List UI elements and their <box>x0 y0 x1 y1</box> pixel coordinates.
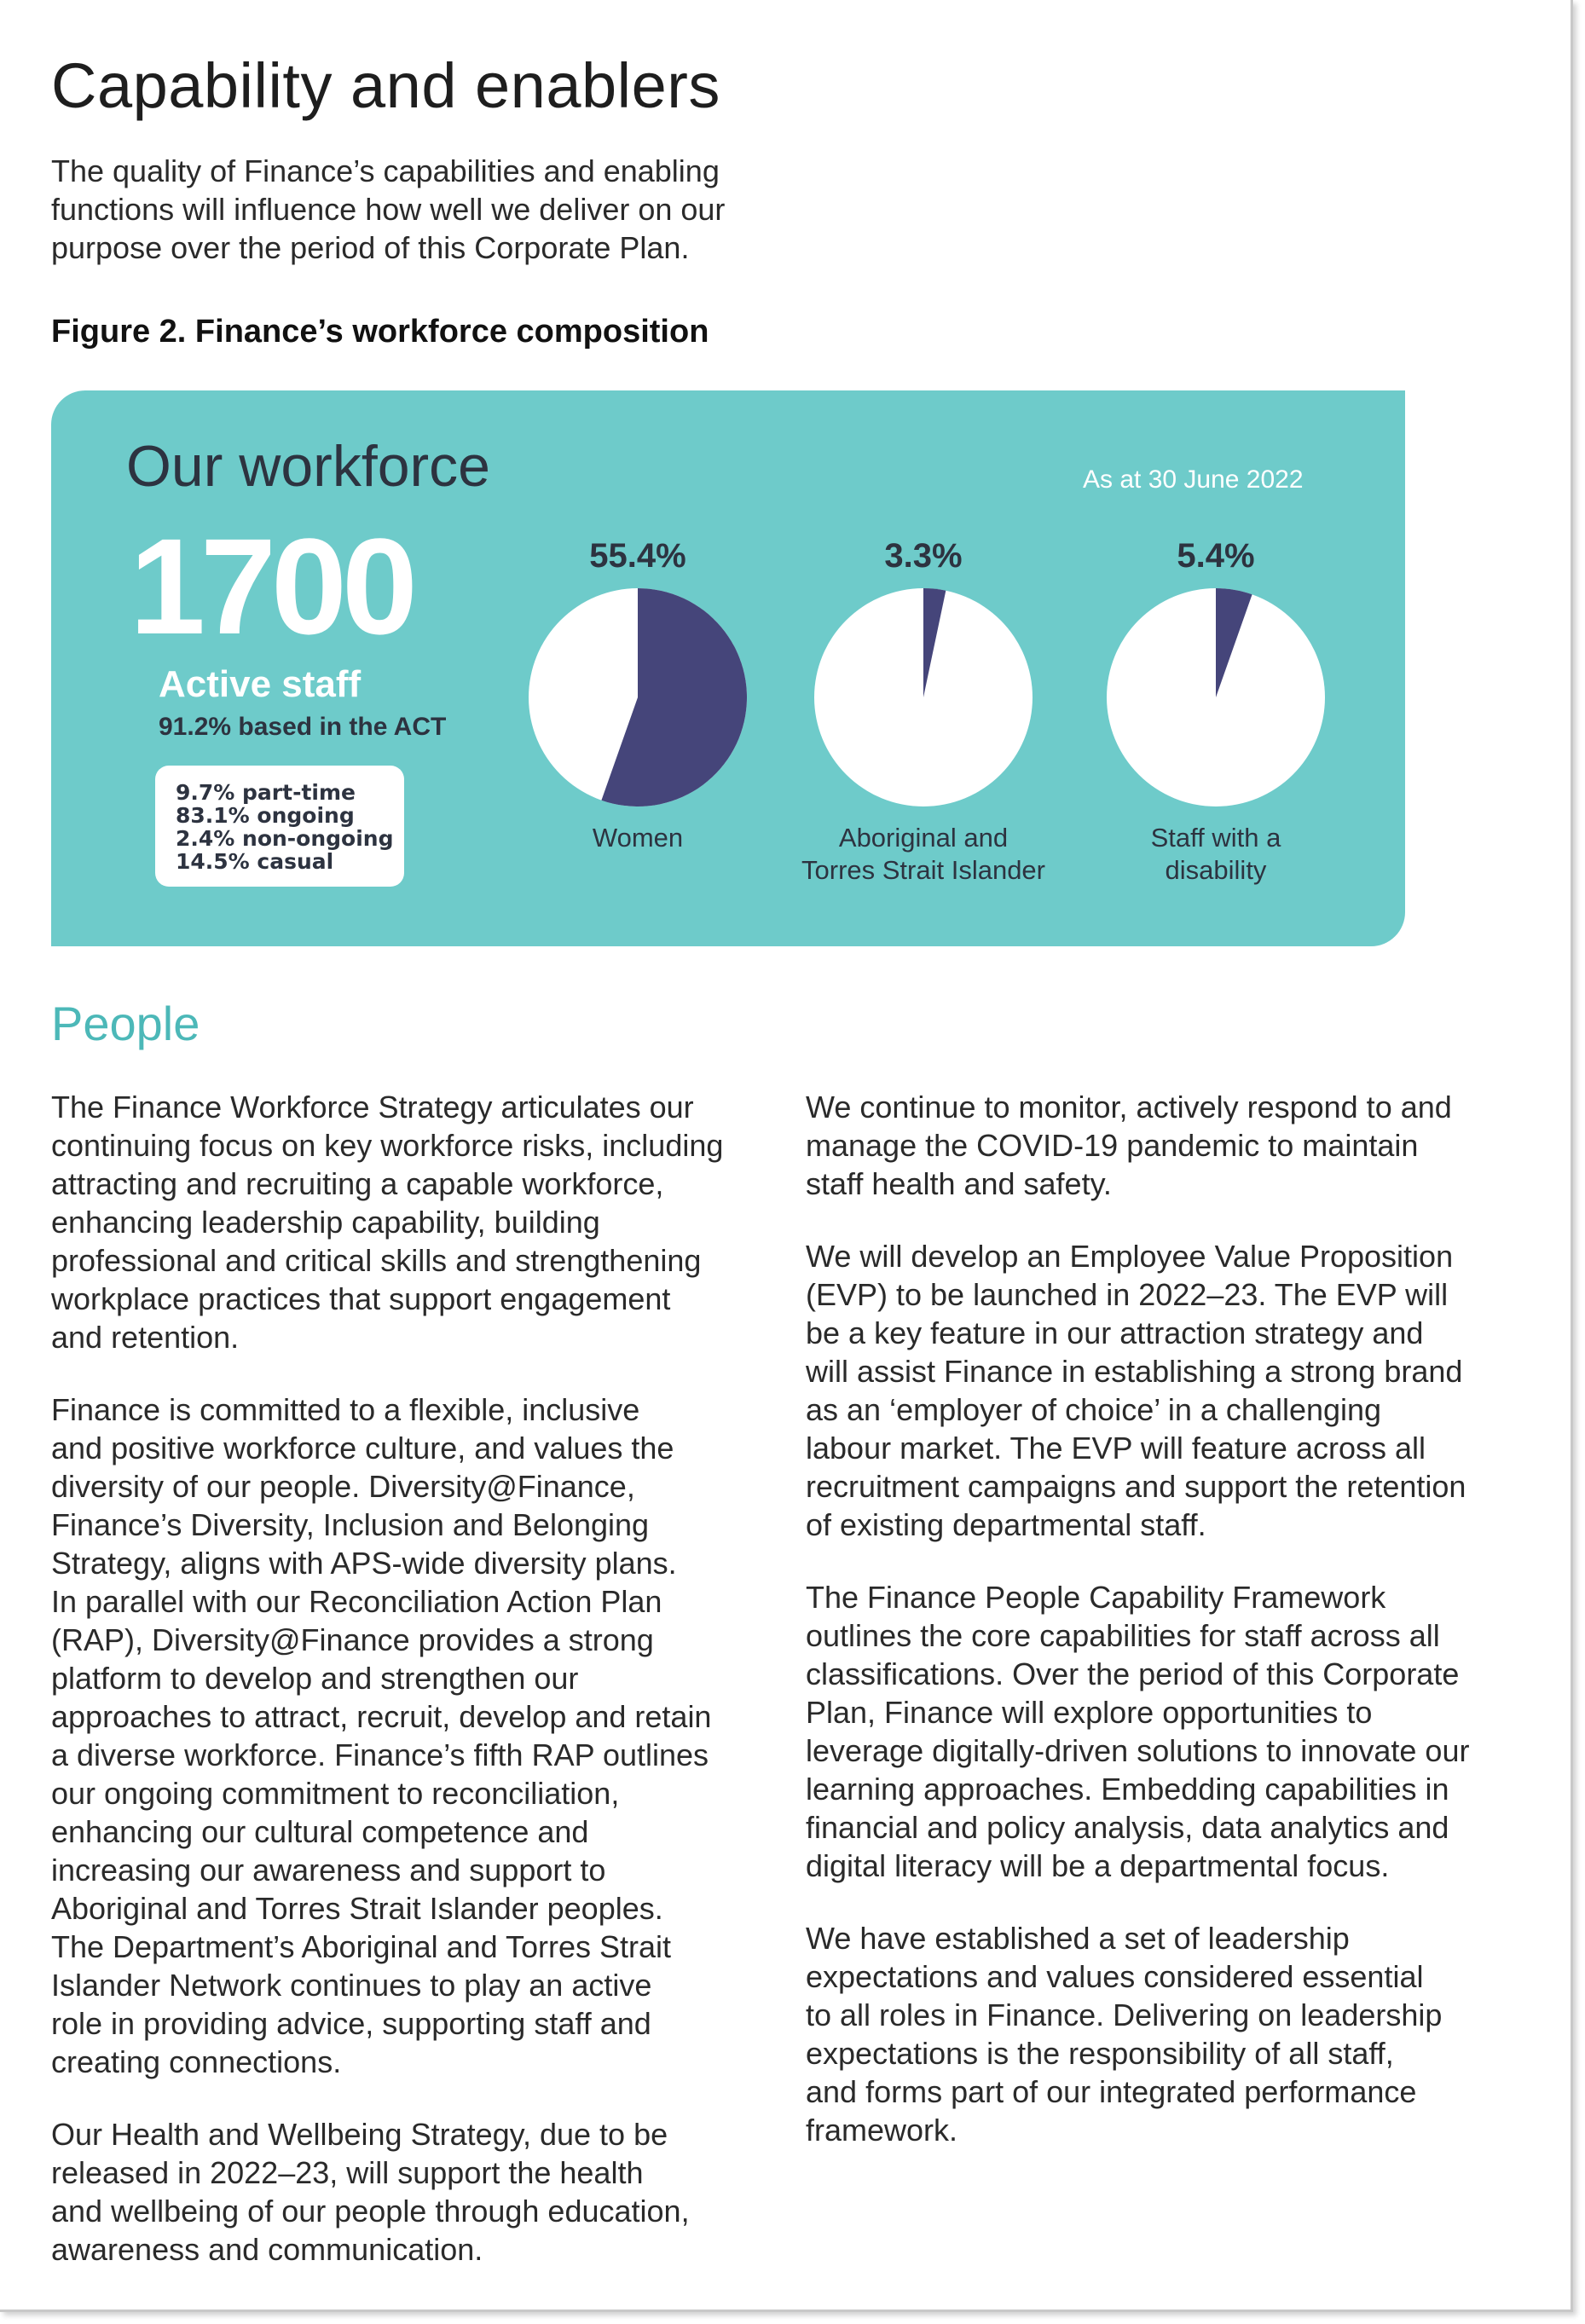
body-line: of existing departmental staff. <box>806 1507 1206 1542</box>
body-line: labour market. The EVP will feature across all <box>806 1431 1426 1466</box>
body-line: our ongoing commitment to reconciliation, <box>51 1776 620 1811</box>
body-line: digital literacy will be a departmental focus. <box>806 1848 1390 1883</box>
workforce-infographic <box>51 390 1405 946</box>
as-at-date: As at 30 June 2022 <box>1083 465 1304 494</box>
figure-caption: Figure 2. Finance’s workforce composition <box>51 314 709 350</box>
body-line: be a key feature in our attraction strategy and <box>806 1315 1424 1350</box>
body-line: staff health and safety. <box>806 1166 1112 1201</box>
body-line: and positive workforce culture, and values the <box>51 1431 674 1466</box>
stat-label-line: disability <box>1165 855 1267 885</box>
body-line: learning approaches. Embedding capabilities in <box>806 1772 1449 1807</box>
stat-label-line: Women <box>592 823 684 853</box>
body-line: We will develop an Employee Value Proposition <box>806 1239 1454 1274</box>
pie-chart-women <box>527 587 749 808</box>
body-line: recruitment campaigns and support the retention <box>806 1469 1466 1504</box>
body-line: approaches to attract, recruit, develop and retain <box>51 1699 712 1734</box>
body-line: The Finance People Capability Framework <box>806 1580 1386 1615</box>
body-line: expectations is the responsibility of all staff, <box>806 2036 1394 2071</box>
body-line: In parallel with our Reconciliation Action Plan <box>51 1584 662 1619</box>
body-line: leverage digitally-driven solutions to innovate our <box>806 1733 1470 1768</box>
body-paragraph <box>806 1237 1513 1544</box>
active-staff-label: Active staff <box>159 663 362 705</box>
people-column-left <box>51 1088 759 2303</box>
body-line: attracting and recruiting a capable workforce, <box>51 1166 664 1201</box>
body-line: Islander Network continues to play an active <box>51 1968 652 2003</box>
body-line: Plan, Finance will explore opportunities to <box>806 1695 1373 1730</box>
stat-percentage: 5.4% <box>1177 537 1255 575</box>
stat-label <box>510 822 766 854</box>
employment-breakdown-box <box>155 766 404 887</box>
stat-label <box>1088 822 1344 887</box>
stat-label-line: Aboriginal and <box>838 823 1009 853</box>
body-line: Finance is committed to a flexible, inclusive <box>51 1392 640 1427</box>
page-title: Capability and enablers <box>51 50 720 121</box>
body-line: diversity of our people. Diversity@Finance, <box>51 1469 635 1504</box>
body-line: enhancing our cultural competence and <box>51 1814 589 1849</box>
stat-disability <box>1088 535 1344 887</box>
body-paragraph <box>806 1919 1513 2149</box>
body-line: (EVP) to be launched in 2022–23. The EVP will <box>806 1277 1449 1312</box>
body-paragraph <box>806 1088 1513 1203</box>
total-staff-number: 1700 <box>130 510 413 662</box>
intro-paragraph <box>51 152 793 267</box>
body-line: We continue to monitor, actively respond to and <box>806 1090 1452 1124</box>
body-line: enhancing leadership capability, building <box>51 1205 600 1240</box>
body-line: and retention. <box>51 1320 240 1355</box>
act-based-stat: 91.2% based in the ACT <box>159 713 447 741</box>
breakdown-casual: 14.5% casual <box>176 849 334 874</box>
body-line: platform to develop and strengthen our <box>51 1661 579 1696</box>
intro-line: The quality of Finance’s capabilities and enabling <box>51 153 720 188</box>
body-line: a diverse workforce. Finance’s fifth RAP outlines <box>51 1737 709 1772</box>
body-line: released in 2022–23, will support the health <box>51 2155 644 2190</box>
body-line: Aboriginal and Torres Strait Islander peoples. <box>51 1891 663 1926</box>
pie-chart-aboriginal-torres-strait-islander <box>813 587 1034 808</box>
body-line: creating connections. <box>51 2044 342 2079</box>
body-line: as an ‘employer of choice’ in a challenging <box>806 1392 1382 1427</box>
body-line: (RAP), Diversity@Finance provides a strong <box>51 1622 654 1657</box>
body-line: financial and policy analysis, data analytics and <box>806 1810 1449 1845</box>
stat-label <box>795 822 1051 887</box>
body-line: framework. <box>806 2113 958 2148</box>
body-line: role in providing advice, supporting staff and <box>51 2006 651 2041</box>
body-line: and forms part of our integrated performance <box>806 2074 1417 2109</box>
stat-percentage: 3.3% <box>884 537 963 575</box>
pie-chart-disability <box>1105 587 1327 808</box>
body-line: The Department’s Aboriginal and Torres Strait <box>51 1929 672 1964</box>
body-line: Finance’s Diversity, Inclusion and Belonging <box>51 1507 650 1542</box>
stat-label-line: Staff with a <box>1150 823 1281 853</box>
body-line: increasing our awareness and support to <box>51 1853 606 1888</box>
body-line: classifications. Over the period of this Corporate <box>806 1656 1460 1691</box>
breakdown-part-time: 9.7% part-time <box>176 780 356 805</box>
body-line: outlines the core capabilities for staff across all <box>806 1618 1440 1653</box>
body-line: to all roles in Finance. Delivering on leadership <box>806 1997 1443 2032</box>
body-paragraph <box>51 1390 759 2081</box>
body-paragraph <box>806 1578 1513 1885</box>
body-line: professional and critical skills and strengthening <box>51 1243 702 1278</box>
section-title-people: People <box>51 997 200 1050</box>
body-line: workplace practices that support engagement <box>51 1281 671 1316</box>
body-line: and wellbeing of our people through education, <box>51 2194 690 2229</box>
body-line: expectations and values considered essential <box>806 1959 1424 1994</box>
body-line: We have established a set of leadership <box>806 1921 1350 1956</box>
body-line: The Finance Workforce Strategy articulates our <box>51 1090 694 1124</box>
stat-aboriginal-torres-strait-islander <box>795 535 1051 887</box>
body-line: continuing focus on key workforce risks, including <box>51 1128 724 1163</box>
body-line: Strategy, aligns with APS-wide diversity plans. <box>51 1546 677 1581</box>
workforce-title: Our workforce <box>126 434 490 499</box>
body-paragraph <box>51 2115 759 2269</box>
breakdown-ongoing: 83.1% ongoing <box>176 803 355 828</box>
body-line: manage the COVID-19 pandemic to maintain <box>806 1128 1419 1163</box>
body-line: Our Health and Wellbeing Strategy, due to be <box>51 2117 668 2152</box>
intro-line: purpose over the period of this Corporate Plan. <box>51 230 690 265</box>
body-line: will assist Finance in establishing a strong brand <box>806 1354 1463 1389</box>
breakdown-non-ongoing: 2.4% non-ongoing <box>176 826 394 851</box>
stat-label-line: Torres Strait Islander <box>801 855 1045 885</box>
people-column-right <box>806 1088 1513 2183</box>
intro-line: functions will influence how well we deliver on our <box>51 192 726 227</box>
stat-percentage: 55.4% <box>589 537 686 575</box>
body-paragraph <box>51 1088 759 1356</box>
body-line: awareness and communication. <box>51 2232 483 2267</box>
stat-women <box>510 535 766 854</box>
